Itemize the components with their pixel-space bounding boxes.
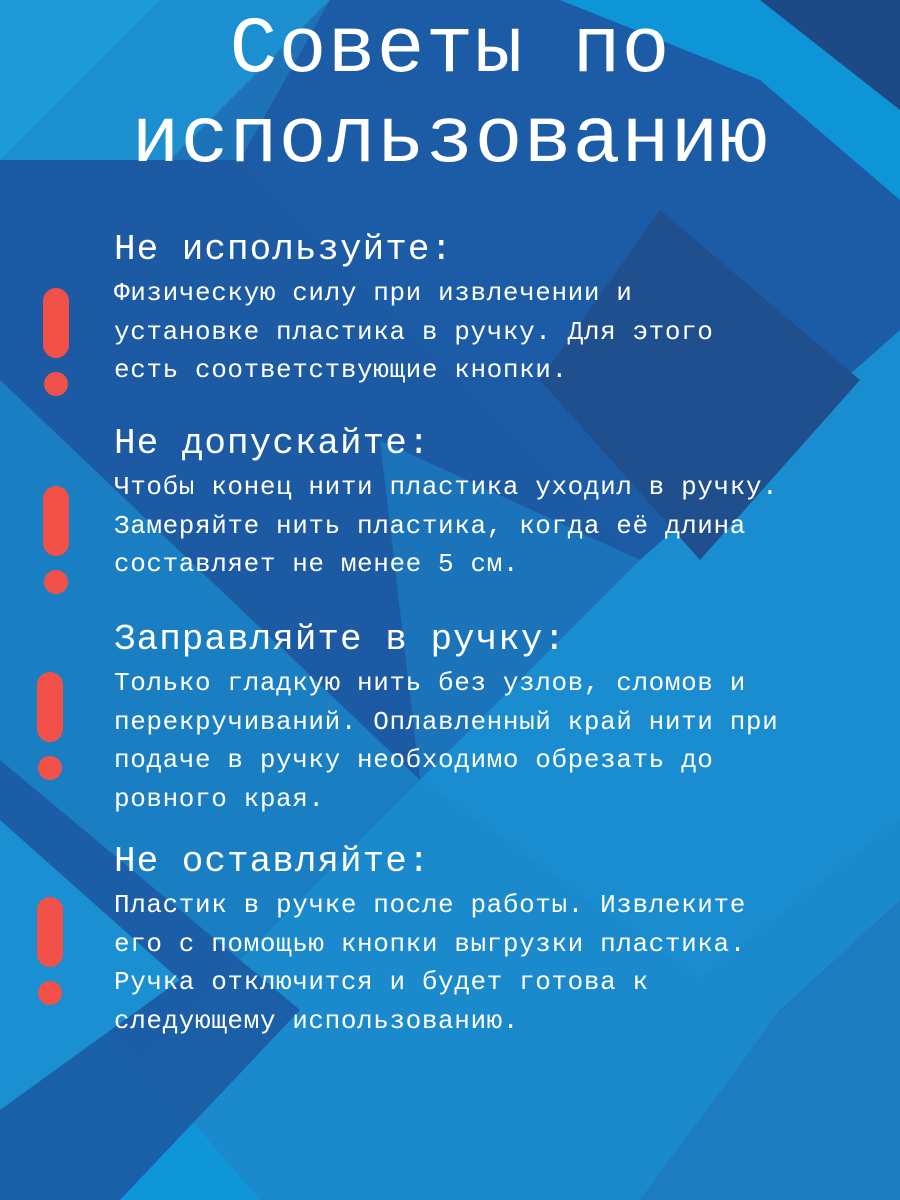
tip-text: Только гладкую нить без узлов, сломов и перекручиваний. Оплавленный край нити при подаче в ручку необходимо обрезать до ровного края. [114,668,779,814]
tip-section [114,620,874,818]
tip-heading: Заправляйте в ручку: [114,619,567,660]
tip-heading: Не оставляйте: [114,841,431,882]
tip-text: Пластик в ручке после работы. Извлеките его с помощью кнопки выгрузки пластика. Ручка отключится и будет готова к следующему использованию. [114,890,746,1036]
tip-heading: Не допускайте: [114,423,431,464]
tip-section [114,424,874,584]
tip-section [114,842,874,1040]
tip-text: Физическую силу при извлечении и установке пластика в ручку. Для этого есть соответствующие кнопки. [114,278,714,385]
page-title: Советы по использованию [131,5,769,186]
tip-text: Чтобы конец нити пластика уходил в ручку. Замеряйте нить пластика, когда её длина составляет не менее 5 см. [114,472,779,579]
tip-heading: Не используйте: [114,229,454,270]
tip-section [114,230,874,390]
